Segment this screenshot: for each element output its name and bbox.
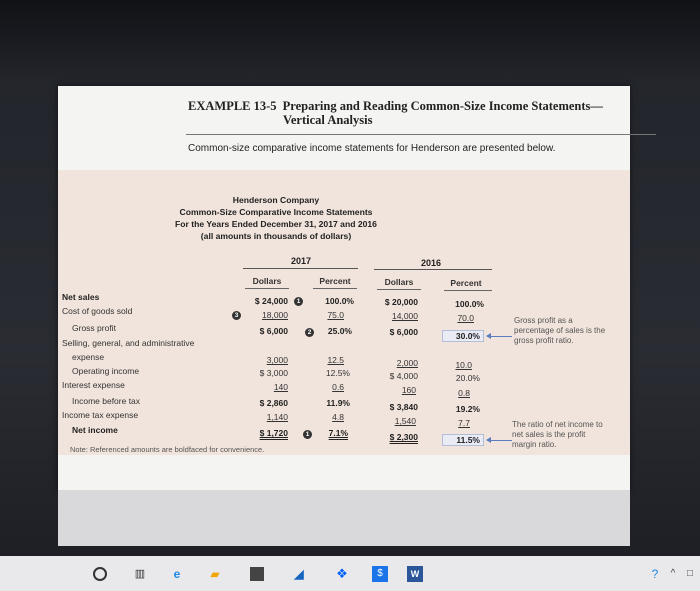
cell-2016-percent: 70.0 [457, 313, 474, 323]
row-label: Net income [72, 425, 118, 435]
cell-2017-percent: 12.5 [327, 355, 344, 365]
cell-2016-dollars: 14,000 [392, 311, 418, 321]
year-2016-header: 2016 [421, 258, 442, 268]
app-icon[interactable]: ◢ [294, 567, 304, 581]
heading-rule [186, 134, 656, 135]
year-2016-rule [374, 269, 492, 270]
cell-2016-percent: 19.2% [455, 404, 480, 414]
cell-2017-dollars: $ 3,000 [259, 368, 288, 378]
cell-2017-percent: 11.9% [326, 398, 350, 408]
dollar-app-icon[interactable]: $ [372, 566, 388, 582]
example-subtitle: Vertical Analysis [283, 113, 373, 127]
marker-1-icon: 1 [303, 430, 312, 439]
cell-2016-dollars: 2,000 [396, 358, 418, 368]
col-dollars-2016: Dollars [384, 277, 414, 287]
cell-2016-percent: 7.7 [458, 418, 470, 428]
marker-3-icon: 3 [232, 311, 241, 320]
col-rule [377, 289, 421, 290]
marker-2-icon: 2 [305, 328, 314, 337]
cell-2016-percent: 100.0% [455, 299, 484, 309]
row-label: Operating income [72, 366, 140, 376]
store-icon[interactable] [250, 567, 264, 581]
cell-2016-dollars: $ 4,000 [389, 371, 418, 381]
col-percent-2017: Percent [319, 276, 351, 286]
dropbox-icon[interactable]: ❖ [336, 566, 348, 581]
arrow-left-icon [490, 440, 512, 441]
cell-2016-percent: 0.8 [458, 388, 470, 398]
row-label: Interest expense [62, 380, 125, 390]
cell-2017-percent: 0.6 [332, 382, 344, 392]
statement-units: (all amounts in thousands of dollars) [200, 231, 352, 241]
cell-2017-dollars: $ 6,000 [259, 326, 288, 336]
cell-2016-dollars: $ 2,300 [389, 432, 418, 442]
row-label: Income before tax [72, 396, 141, 406]
cell-2017-dollars: 3,000 [266, 355, 288, 365]
cell-2017-percent: 25.0% [327, 326, 352, 336]
cell-2016-dollars: 1,540 [394, 416, 416, 426]
profit-margin-note: The ratio of net income to net sales is the profit margin ratio. [512, 420, 603, 449]
help-icon[interactable]: ? [651, 567, 659, 581]
cell-2017-dollars: $ 24,000 [254, 296, 288, 306]
marker-1-icon: 1 [294, 297, 303, 306]
cell-2017-dollars: $ 1,720 [259, 428, 288, 438]
cell-2017-dollars: $ 2,860 [259, 398, 288, 408]
intro-text: Common-size comparative income statements for Henderson are presented below. [188, 143, 556, 154]
cell-2016-dollars: $ 6,000 [389, 327, 418, 337]
col-rule [245, 288, 289, 289]
tray-icon[interactable]: □ [686, 568, 694, 579]
cell-2016-percent: 20.0% [455, 373, 480, 383]
cell-2016-percent: 30.0% [455, 331, 480, 341]
cell-2016-percent: 10.0 [455, 360, 472, 370]
cell-2016-dollars: $ 20,000 [384, 297, 418, 307]
edge-browser-icon[interactable]: e [173, 567, 181, 581]
task-view-icon[interactable]: ▥ [134, 568, 146, 580]
cell-2017-percent: 12.5% [325, 368, 350, 378]
gross-profit-note: Gross profit as a percentage of sales is the gross profit ratio. [514, 316, 606, 345]
arrow-left-icon [490, 336, 512, 337]
cell-2016-percent: 11.5% [456, 435, 480, 445]
word-icon[interactable]: W [407, 566, 423, 582]
page-lower-area [58, 490, 630, 546]
example-number: EXAMPLE 13-5 [188, 99, 277, 113]
example-heading [188, 99, 658, 127]
cell-2017-percent: 75.0 [327, 310, 344, 320]
cell-2016-dollars: 160 [401, 385, 416, 395]
col-percent-2016: Percent [450, 278, 482, 288]
row-label-cont: expense [72, 352, 105, 362]
col-rule [313, 288, 357, 289]
row-label: Net sales [62, 292, 100, 302]
company-name: Henderson Company [232, 195, 320, 205]
row-label: Income tax expense [62, 410, 139, 420]
file-explorer-icon[interactable]: ▰ [210, 567, 220, 581]
year-2017-header: 2017 [291, 256, 312, 266]
cell-2017-percent: 7.1% [328, 428, 348, 438]
chevron-up-icon[interactable]: ^ [670, 568, 676, 579]
row-label: Cost of goods sold [62, 306, 133, 316]
row-label: Selling, general, and administrative [62, 338, 195, 348]
row-label: Gross profit [72, 323, 116, 333]
col-rule [444, 290, 492, 291]
example-title: Preparing and Reading Common-Size Income Statements— [282, 99, 603, 113]
monitor-bezel [0, 0, 700, 86]
col-dollars-2017: Dollars [252, 276, 282, 286]
footnote: Note: Referenced amounts are boldfaced for convenience. [70, 445, 265, 454]
statement-period: For the Years Ended December 31, 2017 and 2016 [175, 219, 377, 229]
cell-2017-percent: 4.8 [332, 412, 344, 422]
year-2017-rule [243, 268, 358, 269]
cell-2016-dollars: $ 3,840 [389, 402, 418, 412]
cell-2017-dollars: 140 [273, 382, 288, 392]
statement-title: Common-Size Comparative Income Statements [179, 207, 373, 217]
cell-2017-percent: 100.0% [325, 296, 354, 306]
cell-2017-dollars: 1,140 [266, 412, 288, 422]
search-icon[interactable] [93, 567, 107, 581]
cell-2017-dollars: 18,000 [262, 310, 288, 320]
